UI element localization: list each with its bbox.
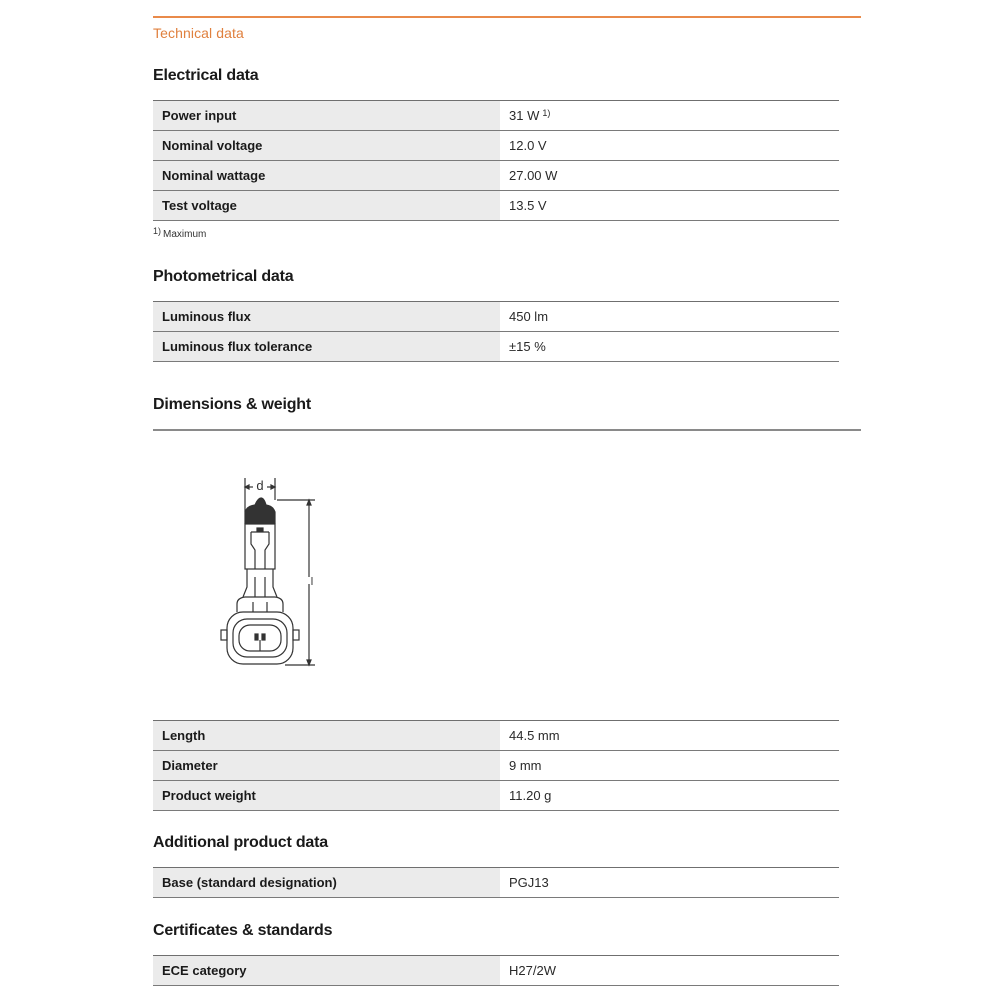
footnote-mark: 1) [153, 226, 162, 236]
row-label: Product weight [153, 781, 500, 810]
top-accent-rule [153, 16, 861, 18]
additional-product-data-title: Additional product data [153, 834, 328, 851]
row-label: Diameter [153, 751, 500, 780]
svg-text:l: l [310, 576, 314, 588]
dimensions-weight-table [153, 720, 839, 811]
row-label: Nominal wattage [153, 161, 500, 190]
row-label: Length [153, 721, 500, 750]
row-label: Nominal voltage [153, 131, 500, 160]
row-label: Luminous flux [153, 302, 500, 331]
row-value: 9 mm [500, 751, 839, 780]
table-row [153, 131, 839, 161]
row-label: Base (standard designation) [153, 868, 500, 897]
photometrical-data-title: Photometrical data [153, 268, 294, 285]
electrical-data-title: Electrical data [153, 67, 259, 84]
certificates-standards-table [153, 955, 839, 986]
row-value: 450 lm [500, 302, 839, 331]
row-value: ±15 % [500, 332, 839, 361]
table-row [153, 956, 839, 986]
row-label: Luminous flux tolerance [153, 332, 500, 361]
row-value: PGJ13 [500, 868, 839, 897]
section-divider [153, 429, 861, 431]
footnote [153, 226, 207, 240]
table-row [153, 751, 839, 781]
row-value: 27.00 W [500, 161, 839, 190]
row-label: Power input [153, 101, 500, 130]
row-value: 12.0 V [500, 131, 839, 160]
bulb-dimension-diagram [215, 472, 325, 672]
additional-product-data-table [153, 867, 839, 898]
section-kicker: Technical data [153, 25, 244, 41]
certificates-standards-title: Certificates & standards [153, 922, 333, 939]
table-row [153, 302, 839, 332]
footnote-text: Maximum [163, 229, 207, 240]
row-value: H27/2W [500, 956, 839, 985]
svg-text:d: d [256, 478, 264, 493]
table-row [153, 191, 839, 221]
row-value [500, 101, 839, 130]
electrical-data-table [153, 100, 839, 221]
photometrical-data-table [153, 301, 839, 362]
row-value: 44.5 mm [500, 721, 839, 750]
table-row [153, 781, 839, 811]
bulb-drawing-icon [215, 472, 325, 672]
power-input-value: 31 W [509, 108, 540, 123]
row-value: 13.5 V [500, 191, 839, 220]
table-row [153, 868, 839, 898]
table-row [153, 721, 839, 751]
row-label: ECE category [153, 956, 500, 985]
table-row [153, 161, 839, 191]
table-row [153, 101, 839, 131]
row-label: Test voltage [153, 191, 500, 220]
dimensions-weight-title: Dimensions & weight [153, 396, 311, 413]
table-row [153, 332, 839, 362]
row-value: 11.20 g [500, 781, 839, 810]
footnote-ref: 1) [542, 107, 551, 118]
